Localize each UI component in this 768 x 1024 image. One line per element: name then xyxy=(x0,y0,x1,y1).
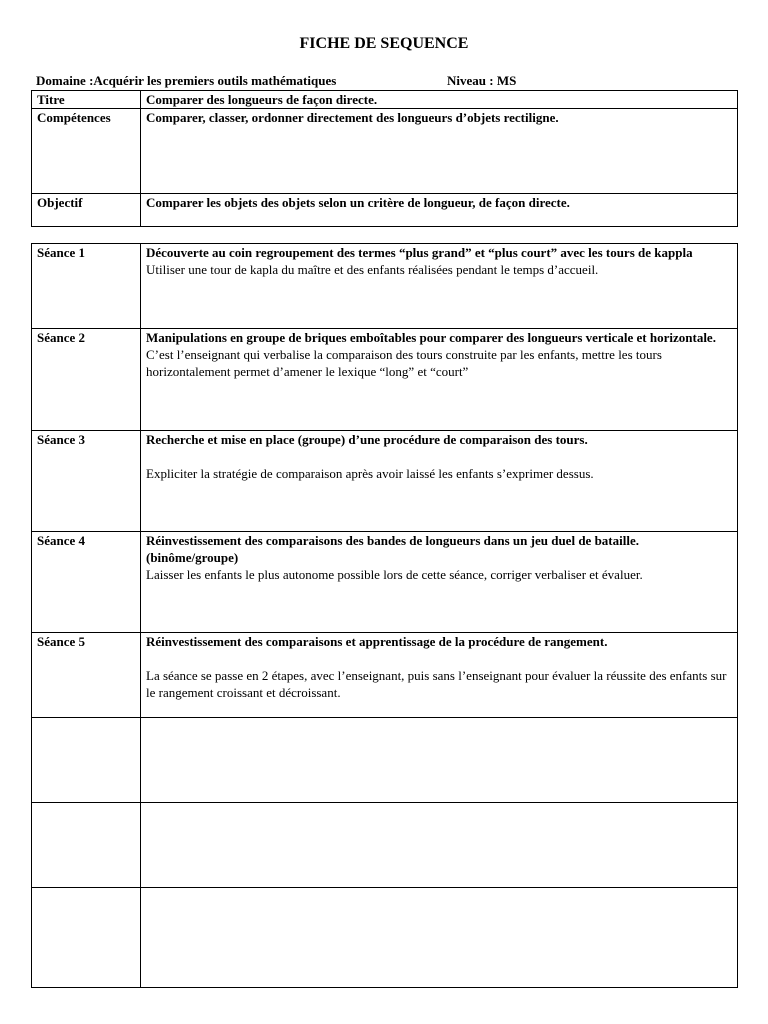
session-content xyxy=(141,329,738,431)
row-value: Comparer des longueurs de façon directe. xyxy=(141,91,738,109)
session-heading: Réinvestissement des comparaisons des bandes de longueurs dans un jeu duel de bataille. (binôme/groupe) xyxy=(146,533,639,565)
empty-cell xyxy=(141,888,738,988)
session-label: Séance 3 xyxy=(32,431,141,532)
row-label: Compétences xyxy=(32,109,141,194)
session-content xyxy=(141,431,738,532)
row-value: Comparer les objets des objets selon un critère de longueur, de façon directe. xyxy=(141,194,738,227)
session-content xyxy=(141,532,738,633)
session-content xyxy=(141,633,738,718)
row-label: Objectif xyxy=(32,194,141,227)
session-text: C’est l’enseignant qui verbalise la comparaison des tours construite par les enfants, mettre les tours horizontalement permet d’amener le lexique “long” et “court” xyxy=(146,347,662,379)
session-row xyxy=(32,633,738,718)
session-text: Expliciter la stratégie de comparaison après avoir laissé les enfants s’exprimer dessus. xyxy=(146,466,594,481)
empty-cell xyxy=(141,718,738,803)
document-title: FICHE DE SEQUENCE xyxy=(299,35,469,52)
meta-line xyxy=(36,73,517,89)
table-row-objectif xyxy=(32,194,738,227)
row-value: Comparer, classer, ordonner directement des longueurs d’objets rectiligne. xyxy=(141,109,738,194)
empty-session-row xyxy=(32,888,738,988)
info-table xyxy=(31,90,738,227)
empty-cell xyxy=(32,803,141,888)
session-row xyxy=(32,532,738,633)
session-heading: Découverte au coin regroupement des termes “plus grand” et “plus court” avec les tours de kappla xyxy=(146,245,693,260)
session-row xyxy=(32,244,738,329)
session-row xyxy=(32,431,738,532)
table-row-competences xyxy=(32,109,738,194)
session-label: Séance 5 xyxy=(32,633,141,718)
table-row-titre xyxy=(32,91,738,109)
session-heading: Manipulations en groupe de briques emboîtables pour comparer des longueurs verticale et horizontale. xyxy=(146,330,716,345)
empty-cell xyxy=(32,888,141,988)
session-label: Séance 4 xyxy=(32,532,141,633)
session-text: Laisser les enfants le plus autonome possible lors de cette séance, corriger verbaliser et évaluer. xyxy=(146,567,643,582)
empty-session-row xyxy=(32,803,738,888)
session-label: Séance 2 xyxy=(32,329,141,431)
session-label: Séance 1 xyxy=(32,244,141,329)
sessions-table xyxy=(31,243,738,988)
niveau-label: Niveau : MS xyxy=(447,73,517,88)
session-content xyxy=(141,244,738,329)
empty-session-row xyxy=(32,718,738,803)
session-row xyxy=(32,329,738,431)
empty-cell xyxy=(32,718,141,803)
row-label: Titre xyxy=(32,91,141,109)
session-heading: Recherche et mise en place (groupe) d’une procédure de comparaison des tours. xyxy=(146,432,588,447)
session-heading: Réinvestissement des comparaisons et apprentissage de la procédure de rangement. xyxy=(146,634,608,649)
empty-cell xyxy=(141,803,738,888)
domaine-label: Domaine :Acquérir les premiers outils mathématiques xyxy=(36,73,337,88)
session-text: Utiliser une tour de kapla du maître et des enfants réalisées pendant le temps d’accueil. xyxy=(146,262,599,277)
session-text: La séance se passe en 2 étapes, avec l’enseignant, puis sans l’enseignant pour évaluer la réussite des enfants sur le rangement croissant et décroissant. xyxy=(146,668,727,700)
